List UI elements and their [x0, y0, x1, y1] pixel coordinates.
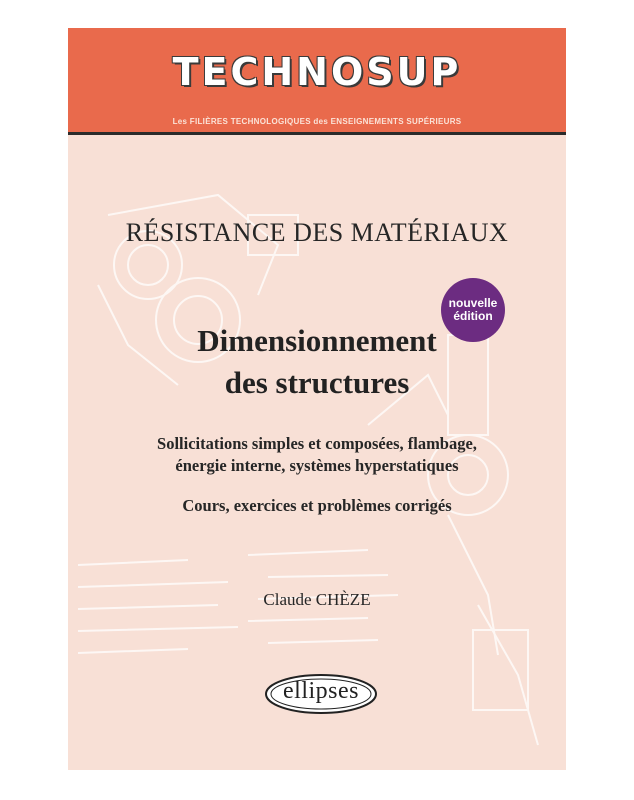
- book-content-note: Cours, exercices et problèmes corrigés: [182, 496, 452, 515]
- badge-line-2: édition: [453, 309, 493, 323]
- author-name: Claude CHÈZE: [263, 590, 371, 609]
- book-title: [68, 320, 566, 404]
- title-line-1: Dimensionnement: [197, 323, 437, 358]
- series-banner: [68, 28, 566, 132]
- subject-heading: RÉSISTANCE DES MATÉRIAUX: [125, 218, 509, 247]
- series-name: TECHNOSUP: [172, 50, 462, 94]
- subtitle-line-1: Sollicitations simples et composées, flambage,: [157, 434, 477, 453]
- publisher-name: ellipses: [283, 678, 359, 704]
- badge-line-1: nouvelle: [448, 296, 498, 310]
- book-cover: [68, 28, 566, 770]
- subtitle-line-2: énergie interne, systèmes hyperstatiques: [175, 456, 459, 475]
- series-tagline: Les FILIÈRES TECHNOLOGIQUES des ENSEIGNEMENTS SUPÉRIEURS: [172, 117, 462, 126]
- book-subtitle: [68, 433, 566, 477]
- title-line-2: des structures: [224, 365, 410, 400]
